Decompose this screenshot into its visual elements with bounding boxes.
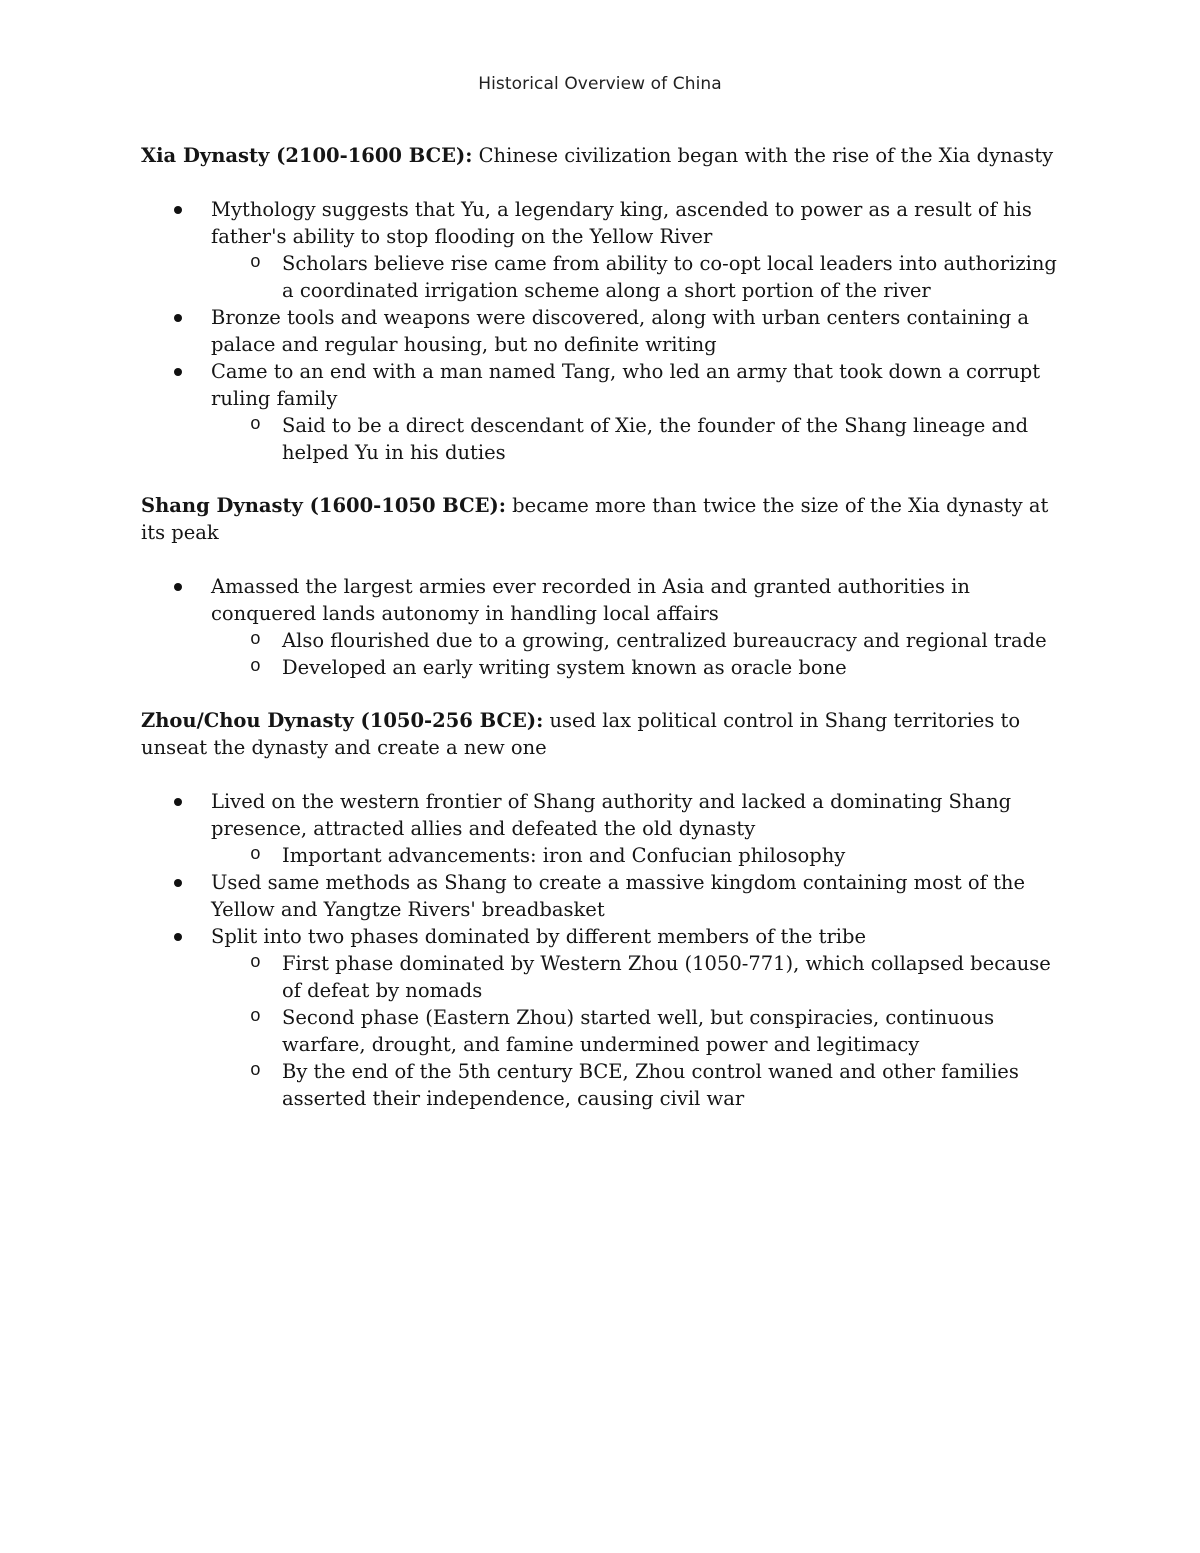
- sub-text: Developed an early writing system known as oracle bone: [282, 656, 847, 679]
- sub-list: [211, 627, 1066, 681]
- sub-list-item: [211, 842, 1066, 869]
- section-xia: [141, 142, 1066, 466]
- section-intro-text: became more than twice the size of the Xia dynasty at its peak: [141, 494, 1049, 544]
- bullet-icon: [174, 879, 182, 887]
- hollow-bullet-icon: o: [250, 253, 261, 273]
- sub-text: Said to be a direct descendant of Xie, the founder of the Shang lineage and helped Yu in his duties: [282, 414, 1029, 464]
- sub-text: First phase dominated by Western Zhou (1050-771), which collapsed because of defeat by nomads: [282, 952, 1051, 1002]
- section-intro: [141, 707, 1066, 761]
- section-heading: Zhou/Chou Dynasty (1050-256 BCE):: [141, 709, 544, 732]
- sub-list-item: [211, 412, 1066, 466]
- bullet-icon: [174, 314, 182, 322]
- bullet-text: Amassed the largest armies ever recorded in Asia and granted authorities in conquered lands autonomy in handling local affairs: [211, 575, 970, 625]
- sub-text: Also flourished due to a growing, centralized bureaucracy and regional trade: [282, 629, 1047, 652]
- sub-list-item: [211, 627, 1066, 654]
- sub-list-item: [211, 950, 1066, 1004]
- bullet-text: Came to an end with a man named Tang, who led an army that took down a corrupt ruling family: [211, 360, 1041, 410]
- bullet-text: Bronze tools and weapons were discovered, along with urban centers containing a palace and regular housing, but no definite writing: [211, 306, 1030, 356]
- bullet-text: Split into two phases dominated by different members of the tribe: [211, 925, 867, 948]
- hollow-bullet-icon: o: [250, 1007, 261, 1027]
- bullet-text: Mythology suggests that Yu, a legendary king, ascended to power as a result of his father's ability to stop flooding on the Yellow River: [211, 198, 1032, 248]
- hollow-bullet-icon: o: [250, 415, 261, 435]
- list-item: [141, 196, 1066, 304]
- sub-list-item: [211, 250, 1066, 304]
- list-item: [141, 869, 1066, 923]
- sub-list: [211, 412, 1066, 466]
- bullet-text: Lived on the western frontier of Shang authority and lacked a dominating Shang presence, attracted allies and defeated the old dynasty: [211, 790, 1012, 840]
- sub-list: [211, 250, 1066, 304]
- hollow-bullet-icon: o: [250, 953, 261, 973]
- section-intro-text: used lax political control in Shang territories to unseat the dynasty and create a new one: [141, 709, 1021, 759]
- section-intro-text: Chinese civilization began with the rise of the Xia dynasty: [472, 144, 1054, 167]
- hollow-bullet-icon: o: [250, 845, 261, 865]
- sub-list: [211, 950, 1066, 1112]
- sub-list-item: [211, 1004, 1066, 1058]
- section-heading: Xia Dynasty (2100-1600 BCE):: [141, 144, 473, 167]
- section-heading: Shang Dynasty (1600-1050 BCE):: [141, 494, 506, 517]
- list-item: [141, 923, 1066, 1112]
- hollow-bullet-icon: o: [250, 657, 261, 677]
- sub-text: Scholars believe rise came from ability to co-opt local leaders into authorizing a coordinated irrigation scheme along a short portion of the river: [282, 252, 1057, 302]
- sub-list-item: [211, 1058, 1066, 1112]
- list-item: [141, 304, 1066, 358]
- bullet-list: [141, 788, 1066, 1112]
- document-body: [141, 142, 1066, 1138]
- section-shang: [141, 492, 1066, 681]
- section-intro: [141, 142, 1066, 169]
- section-intro: [141, 492, 1066, 546]
- hollow-bullet-icon: o: [250, 630, 261, 650]
- sub-text: By the end of the 5th century BCE, Zhou control waned and other families asserted their independence, causing civil war: [282, 1060, 1019, 1110]
- bullet-icon: [174, 368, 182, 376]
- section-zhou: [141, 707, 1066, 1112]
- list-item: [141, 573, 1066, 681]
- bullet-text: Used same methods as Shang to create a massive kingdom containing most of the Yellow and Yangtze Rivers' breadbasket: [211, 871, 1026, 921]
- bullet-icon: [174, 583, 182, 591]
- sub-text: Second phase (Eastern Zhou) started well, but conspiracies, continuous warfare, drought, and famine undermined power and legitimacy: [282, 1006, 995, 1056]
- bullet-icon: [174, 798, 182, 806]
- list-item: [141, 788, 1066, 869]
- bullet-list: [141, 573, 1066, 681]
- bullet-icon: [174, 206, 182, 214]
- sub-list: [211, 842, 1066, 869]
- list-item: [141, 358, 1066, 466]
- page-title: Historical Overview of China: [478, 74, 722, 94]
- sub-list-item: [211, 654, 1066, 681]
- hollow-bullet-icon: o: [250, 1061, 261, 1081]
- bullet-icon: [174, 933, 182, 941]
- bullet-list: [141, 196, 1066, 466]
- sub-text: Important advancements: iron and Confucian philosophy: [282, 844, 846, 867]
